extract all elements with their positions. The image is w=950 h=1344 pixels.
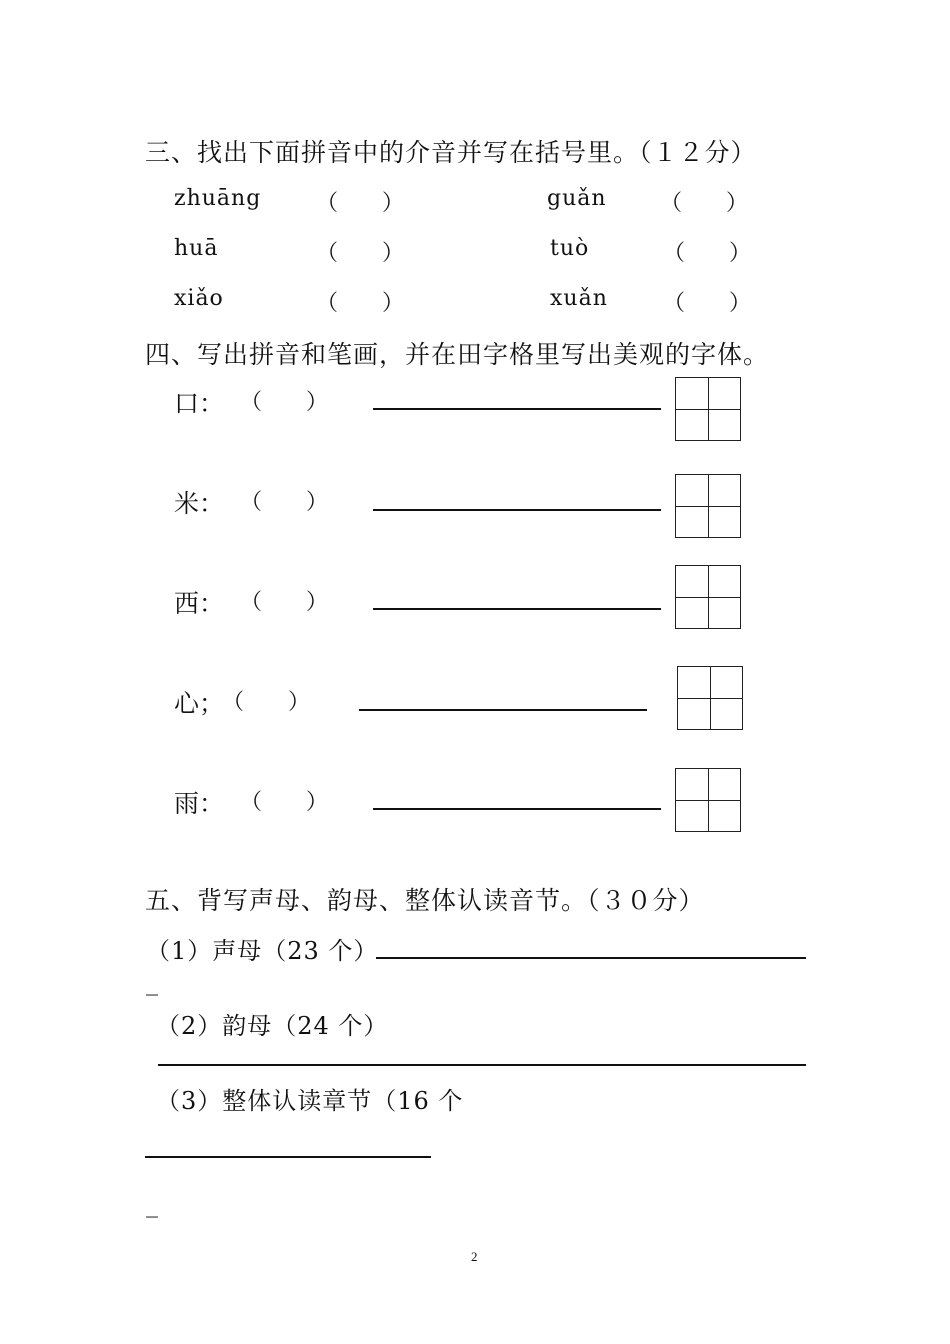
character-label: 米： [174, 489, 225, 518]
pinyin-item: xiǎo [174, 286, 224, 311]
tianzige-grid[interactable] [675, 565, 741, 629]
tianzige-grid[interactable] [675, 474, 741, 538]
character-label: 雨： [174, 789, 225, 818]
answer-parentheses[interactable]: （ ） [660, 191, 749, 216]
pinyin-item: guǎn [547, 186, 607, 211]
finals-answer-line[interactable] [158, 1064, 806, 1066]
section5-title: 五、背写声母、韵母、整体认读音节。（３０分） [145, 886, 705, 915]
page-number: 2 [471, 1249, 478, 1264]
question-initials: （1）声母（23 个） [146, 937, 379, 965]
answer-parentheses[interactable]: （ ） [316, 191, 405, 216]
pinyin-parentheses[interactable]: （ ） [240, 390, 329, 415]
stroke-answer-line[interactable] [373, 509, 661, 511]
tianzige-grid[interactable] [675, 377, 741, 441]
pinyin-item: tuò [550, 236, 590, 261]
answer-parentheses[interactable]: （ ） [316, 241, 405, 266]
question-finals: （2）韵母（24 个） [156, 1012, 389, 1040]
character-label: 西： [174, 589, 225, 618]
pinyin-parentheses[interactable]: （ ） [240, 790, 329, 815]
tianzige-grid[interactable] [675, 768, 741, 832]
tianzige-grid[interactable] [677, 666, 743, 730]
whole-syllables-answer-line[interactable] [145, 1156, 431, 1158]
dash-mark: _ [146, 1190, 159, 1218]
stroke-answer-line[interactable] [373, 608, 661, 610]
pinyin-parentheses[interactable]: （ ） [222, 690, 311, 715]
character-label: 口： [174, 389, 225, 418]
stroke-answer-line[interactable] [373, 808, 661, 810]
question-whole-syllables: （3）整体认读章节（16 个 [156, 1087, 464, 1115]
section4-title: 四、写出拼音和笔画，并在田字格里写出美观的字体。 [145, 340, 770, 369]
answer-parentheses[interactable]: （ ） [663, 291, 752, 316]
dash-mark: _ [146, 968, 159, 996]
pinyin-item: zhuāng [174, 186, 262, 211]
pinyin-item: xuǎn [550, 286, 608, 311]
character-label: 心； [174, 689, 225, 718]
answer-parentheses[interactable]: （ ） [316, 291, 405, 316]
stroke-answer-line[interactable] [359, 709, 647, 711]
stroke-answer-line[interactable] [373, 408, 661, 410]
pinyin-parentheses[interactable]: （ ） [240, 590, 329, 615]
pinyin-item: huā [174, 236, 219, 261]
section3-title: 三、找出下面拼音中的介音并写在括号里。（１２分） [145, 138, 757, 167]
initials-answer-line[interactable] [376, 957, 806, 959]
pinyin-parentheses[interactable]: （ ） [240, 490, 329, 515]
answer-parentheses[interactable]: （ ） [663, 241, 752, 266]
